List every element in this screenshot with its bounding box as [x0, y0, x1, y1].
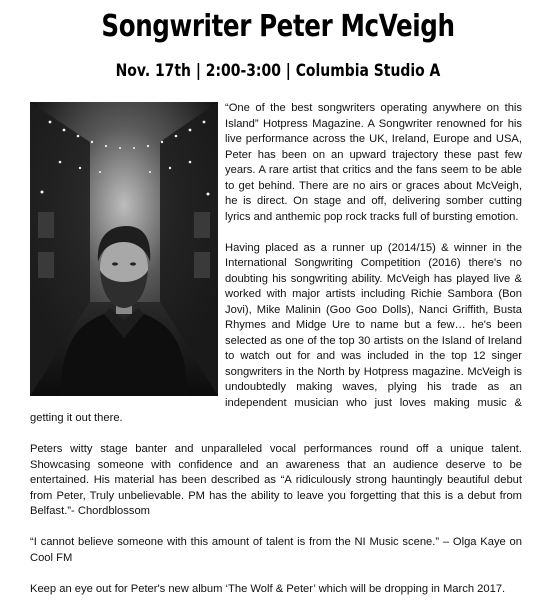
- paragraph-intro: “One of the best songwriters operating anywhere on this Island” Hotpress Magazine. A Songwriter renowned for his live performance across the UK, Ireland, Europe and USA, Peter has been on an upward trajectory these past few years. A rare artist that critics and the fans seem to be able to get behind. There are no airs or graces about McVeigh, he is direct. On stage and off, delivering somber cutting lyrics and anthemic pop rock tracks full of bursting emotion.: [225, 102, 522, 223]
- artist-photo-image: [30, 102, 218, 396]
- paragraph-performance: Peters witty stage banter and unparalleled vocal performances round off a unique talent. Showcasing someone with confidence and an awareness that an audience deserve to be entertained. His material has been described as “A ridiculously strong hauntingly beautiful debut from Peter, Truly unbelievable. PM has the ability to leave you forgetting that this is a debut from Belfast.”- Chordblossom: [30, 443, 522, 517]
- page-title: Songwriter Peter McVeigh: [101, 9, 455, 44]
- event-details: Nov. 17th | 2:00-3:00 | Columbia Studio A: [115, 61, 441, 81]
- paragraph-album: Keep an eye out for Peter's new album ‘The Wolf & Peter’ which will be dropping in March 2017.: [30, 582, 506, 595]
- artist-photo: [30, 102, 218, 396]
- paragraph-quote: “I cannot believe someone with this amount of talent is from the NI Music scene.” – Olga Kaye on Cool FM: [30, 536, 522, 564]
- paragraph-achievements: Having placed as a runner up (2014/15) & winner in the International Songwriting Competition (2016) there's no doubting his songwriting ability. McVeigh has played live & worked with major artists including Richie Sambora (Bon Jovi), Mike Malinin (Goo Goo Dolls), Nanci Griffith, Busta Rhymes and Midge Ure to name but a few… he's been selected as one of the top 30 artists on the Island of Ireland to watch out for and was included in the top 12 singer songwriters in the North by Hotpress magazine. McVeigh is undoubtedly making waves, plying his trade as an independent musician who just loves making music & getting it out there.: [30, 241, 522, 424]
